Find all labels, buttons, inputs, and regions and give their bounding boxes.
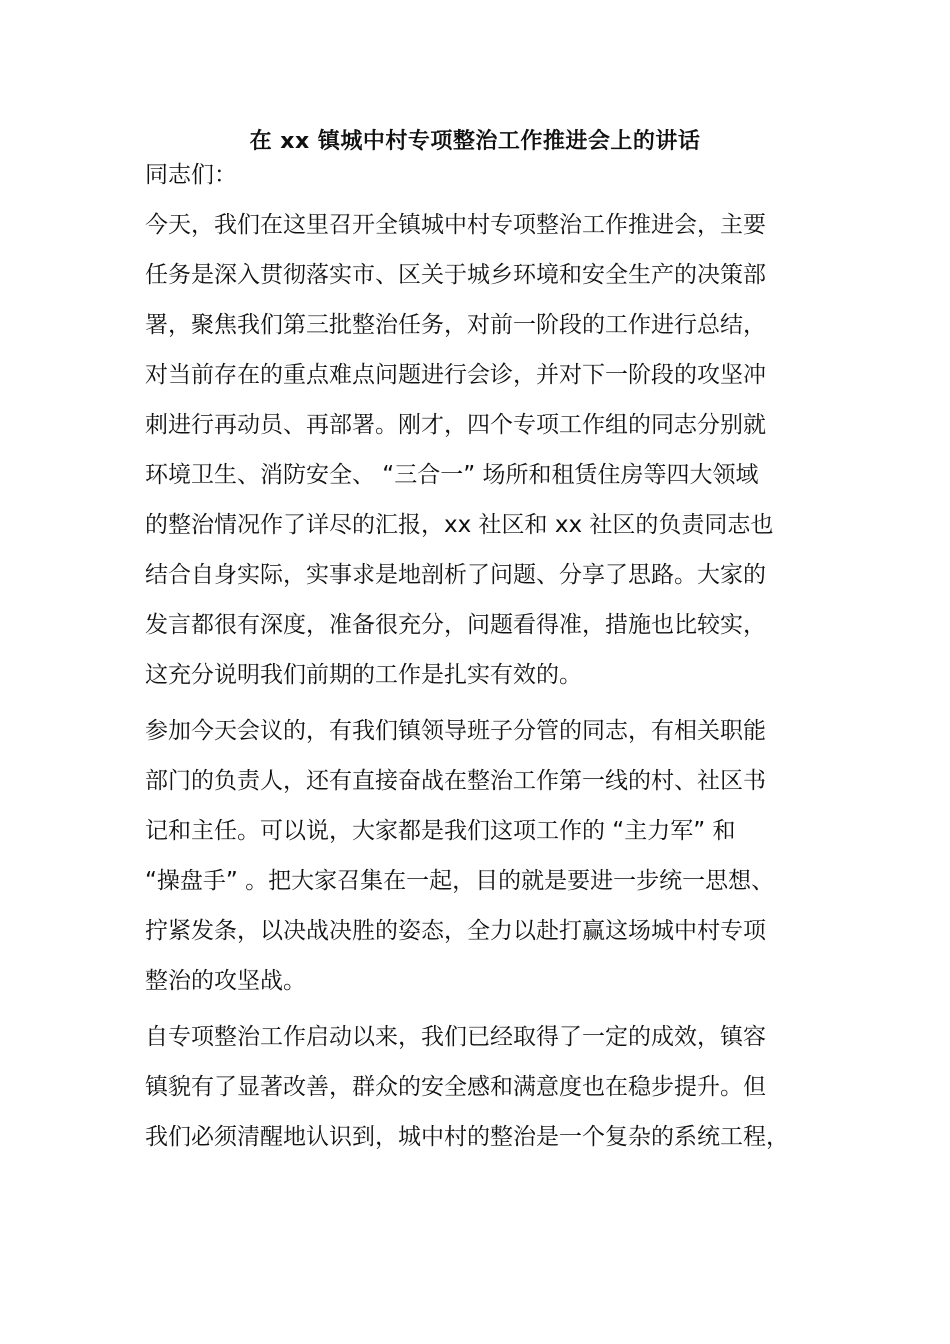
paragraph-line: 整治的攻坚战。	[145, 968, 306, 994]
paragraph-line: 拧紧发条，以决战决胜的姿态，全力以赴打赢这场城中村专项	[145, 918, 766, 944]
paragraph-line: 任务是深入贯彻落实市、区关于城乡环境和安全生产的决策部	[145, 262, 766, 288]
salutation: 同志们：	[145, 162, 237, 188]
paragraph-line: 部门的负责人，还有直接奋战在整治工作第一线的村、社区书	[145, 768, 766, 794]
paragraph-line: 对当前存在的重点难点问题进行会诊，并对下一阶段的攻坚冲	[145, 362, 766, 388]
paragraph-line: 结合自身实际，实事求是地剖析了问题、分享了思路。大家的	[145, 562, 766, 588]
paragraph-line: 自专项整治工作启动以来，我们已经取得了一定的成效，镇容	[145, 1024, 766, 1050]
paragraph-line: 环境卫生、消防安全、 “三合一” 场所和租赁住房等四大领域	[145, 462, 759, 488]
document-title: 在 xx 镇城中村专项整治工作推进会上的讲话	[249, 129, 701, 154]
paragraph-line: 参加今天会议的，有我们镇领导班子分管的同志，有相关职能	[145, 718, 766, 744]
paragraph-3	[145, 1012, 805, 1162]
paragraph-line: 今天，我们在这里召开全镇城中村专项整治工作推进会，主要	[145, 212, 766, 238]
paragraph-line: 这充分说明我们前期的工作是扎实有效的。	[145, 662, 582, 688]
paragraph-2	[145, 706, 805, 1006]
paragraph-line: “操盘手” 。把大家召集在一起，目的就是要进一步统一思想、	[145, 868, 775, 894]
paragraph-line: 发言都很有深度，准备很充分，问题看得准，措施也比较实，	[145, 612, 766, 638]
paragraph-line: 镇貌有了显著改善，群众的安全感和满意度也在稳步提升。但	[145, 1074, 766, 1100]
paragraph-line: 记和主任。可以说，大家都是我们这项工作的 “主力军” 和	[145, 818, 736, 844]
paragraph-line: 刺进行再动员、再部署。刚才，四个专项工作组的同志分别就	[145, 412, 766, 438]
paragraph-line: 的整治情况作了详尽的汇报，xx 社区和 xx 社区的负责同志也	[145, 512, 774, 538]
document-body	[145, 150, 805, 1162]
paragraph-line: 署，聚焦我们第三批整治任务，对前一阶段的工作进行总结，	[145, 312, 766, 338]
paragraph-line: 我们必须清醒地认识到，城中村的整治是一个复杂的系统工程，	[145, 1124, 789, 1150]
paragraph-1	[145, 200, 805, 700]
